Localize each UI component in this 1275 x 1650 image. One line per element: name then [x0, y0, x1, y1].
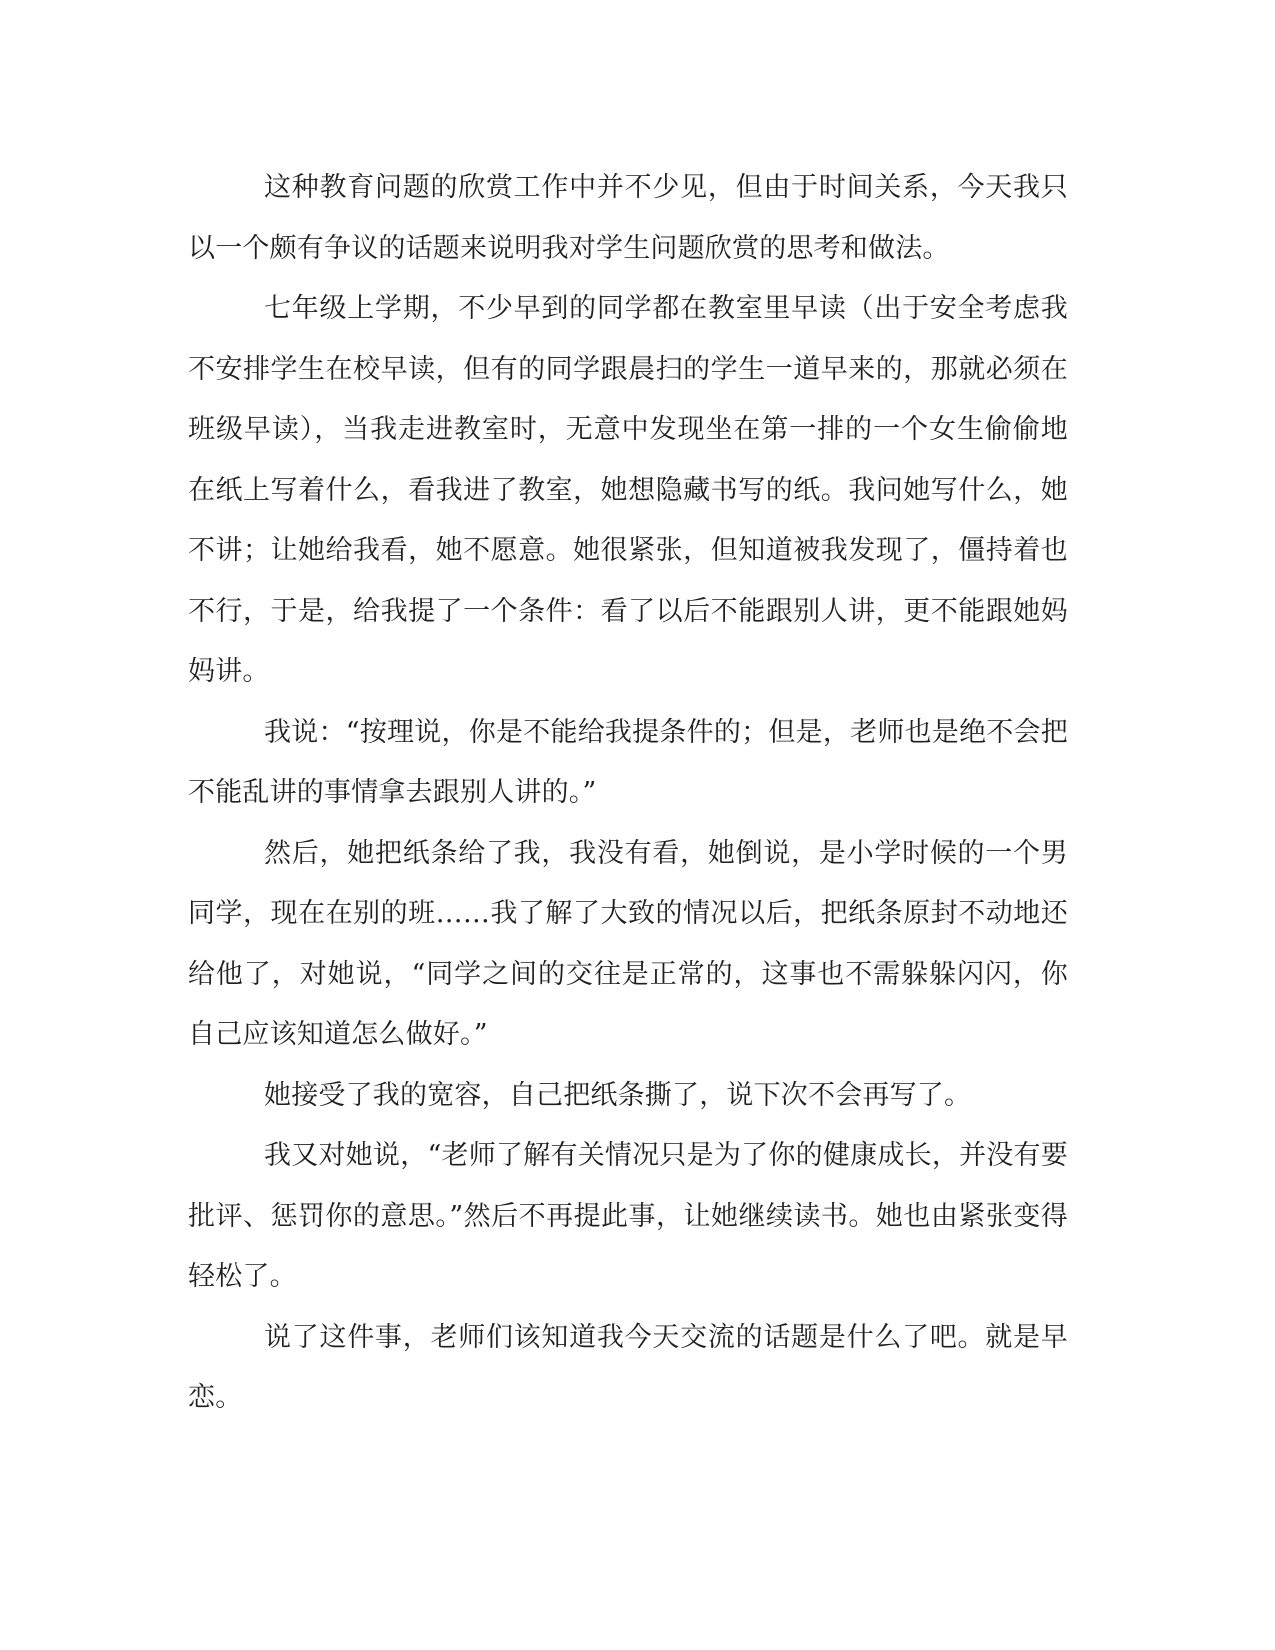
- paragraph-4: 然后，她把纸条给了我，我没有看，她倒说，是小学时候的一个男同学，现在在别的班……我了解了大致的情况以后，把纸条原封不动地还给他了，对她说，“同学之间的交往是正常的，这事也不需躲躲闪闪，你自己应该知道怎么做好。”: [188, 837, 1068, 1050]
- document-body: [188, 158, 1068, 1429]
- paragraph-1: 这种教育问题的欣赏工作中并不少见，但由于时间关系，今天我只以一个颇有争议的话题来说明我对学生问题欣赏的思考和做法。: [188, 172, 1068, 264]
- paragraph-6: 我又对她说，“老师了解有关情况只是为了你的健康成长，并没有要批评、惩罚你的意思。”然后不再提此事，让她继续读书。她也由紧张变得轻松了。: [188, 1140, 1068, 1292]
- paragraph-5: 她接受了我的宽容，自己把纸条撕了，说下次不会再写了。: [264, 1079, 972, 1111]
- paragraph-3: 我说：“按理说，你是不能给我提条件的；但是，老师也是绝不会把不能乱讲的事情拿去跟别人讲的。”: [188, 716, 1068, 808]
- paragraph-2: 七年级上学期，不少早到的同学都在教室里早读（出于安全考虑我不安排学生在校早读，但有的同学跟晨扫的学生一道早来的，那就必须在班级早读），当我走进教室时，无意中发现坐在第一排的一个女生偷偷地在纸上写着什么，看我进了教室，她想隐藏书写的纸。我问她写什么，她不讲；让她给我看，她不愿意。她很紧张，但知道被我发现了，僵持着也不行，于是，给我提了一个条件：看了以后不能跟别人讲，更不能跟她妈妈讲。: [188, 293, 1068, 687]
- paragraph-7: 说了这件事，老师们该知道我今天交流的话题是什么了吧。就是早恋。: [188, 1321, 1068, 1413]
